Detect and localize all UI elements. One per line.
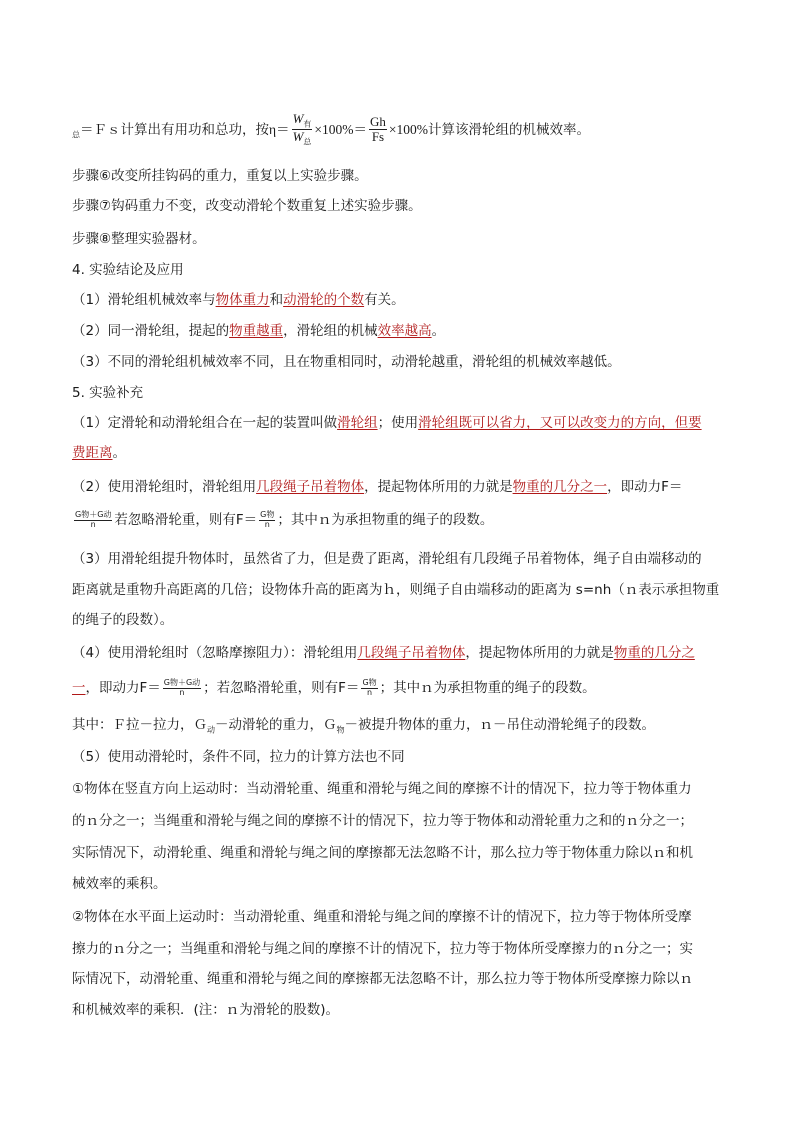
text: ；若忽略滑轮重，则有F＝ bbox=[203, 680, 360, 696]
denominator: n bbox=[264, 519, 270, 529]
text: －动滑轮的重力，Ｇ bbox=[215, 717, 337, 733]
supplement-2-line-1 bbox=[72, 477, 682, 497]
formula-intro-text: ＝Ｆｓ计算出有用功和总功，按 bbox=[80, 121, 269, 138]
useful-subscript: 有 bbox=[303, 119, 312, 129]
eta-symbol: η＝ bbox=[269, 121, 290, 137]
subscript-total: 总 bbox=[72, 130, 80, 140]
highlight-higher-efficiency: 效率越高 bbox=[377, 323, 432, 339]
text: 有关。 bbox=[364, 292, 405, 308]
highlight-costs-distance: 费距离 bbox=[72, 445, 113, 461]
force-fraction-full bbox=[163, 679, 201, 698]
text: －被提升物体的重力，ｎ－吊住动滑轮绳子的段数。 bbox=[344, 717, 655, 733]
section-5-heading: 5. 实验补充 bbox=[72, 385, 144, 401]
useful-work-symbol: W bbox=[292, 111, 304, 126]
highlight-rope-segments: 几段绳子吊着物体 bbox=[357, 645, 466, 661]
step-6: 步骤⑥改变所挂钩码的重力，重复以上实验步骤。 bbox=[72, 168, 368, 184]
text: 其中：Ｆ拉－拉力，Ｇ bbox=[72, 717, 207, 733]
numerator: G物 bbox=[260, 509, 275, 519]
text: （1）定滑轮和动滑轮组合在一起的装置叫做 bbox=[72, 415, 338, 431]
text: 。 bbox=[431, 323, 446, 339]
highlight-rope-segments: 几段绳子吊着物体 bbox=[256, 479, 365, 495]
percent-multiplier-1: ×100%＝ bbox=[314, 121, 368, 137]
text: ，提起物体所用的力就是 bbox=[465, 645, 614, 661]
text: ，即动力F＝ bbox=[85, 680, 161, 696]
percent-multiplier-2: ×100% bbox=[388, 121, 429, 137]
force-fraction-full bbox=[74, 511, 112, 530]
denominator: n bbox=[179, 687, 185, 697]
total-work-symbol: W bbox=[292, 129, 304, 145]
force-fraction-simple bbox=[259, 511, 275, 530]
denominator: n bbox=[90, 519, 96, 529]
highlight-one: 一 bbox=[72, 680, 86, 696]
conclusion-1 bbox=[72, 290, 405, 310]
supplement-4-line-1 bbox=[72, 643, 695, 663]
highlight-heavier: 物重越重 bbox=[229, 323, 284, 339]
step-7: 步骤⑦钩码重力不变，改变动滑轮个数重复上述实验步骤。 bbox=[72, 198, 422, 214]
supplement-5-heading: （5）使用动滑轮时，条件不同，拉力的计算方法也不同 bbox=[72, 749, 405, 765]
highlight-pulley-block: 滑轮组 bbox=[337, 415, 378, 431]
supplement-4-line-2 bbox=[72, 676, 596, 700]
horizontal-case-line-1: ②物体在水平面上运动时：当动滑轮重、绳重和滑轮与绳之间的摩擦不计的情况下，拉力等于物体所受摩 bbox=[72, 909, 692, 925]
vertical-case-line-3: 实际情况下，动滑轮重、绳重和滑轮与绳之间的摩擦都无法忽略不计，那么拉力等于物体重力除以ｎ和机 bbox=[72, 845, 693, 861]
efficiency-formula-line bbox=[72, 112, 590, 149]
step-8: 步骤⑧整理实验器材。 bbox=[72, 231, 206, 247]
vertical-case-line-2: 的ｎ分之一；当绳重和滑轮与绳之间的摩擦不计的情况下，拉力等于物体和动滑轮重力之和的ｎ分之一； bbox=[72, 813, 693, 829]
force-fraction-simple bbox=[361, 679, 377, 698]
supplement-3-line-2: 距离就是重物升高距离的几倍；设物体升高的距离为ｈ，则绳子自由端移动的距离为 s=nh（ｎ表示承担物重 bbox=[72, 582, 720, 598]
fs-denominator: Fs bbox=[371, 129, 385, 145]
text: ，滑轮组的机械 bbox=[283, 323, 378, 339]
highlight-pulley-property: 滑轮组既可以省力，又可以改变力的方向，但要 bbox=[418, 415, 702, 431]
supplement-3-line-3: 的绳子的段数）。 bbox=[72, 612, 174, 628]
work-ratio-fraction bbox=[292, 112, 313, 148]
total-subscript: 总 bbox=[303, 137, 312, 147]
gh-numerator: Gh bbox=[370, 114, 386, 130]
vertical-case-line-4: 械效率的乘积。 bbox=[72, 876, 167, 892]
subscript-object: 物 bbox=[336, 725, 345, 735]
text: ；使用 bbox=[377, 415, 419, 431]
subscript-moving: 动 bbox=[207, 725, 215, 735]
supplement-1-line-2 bbox=[72, 443, 126, 463]
symbol-definitions bbox=[72, 715, 655, 741]
vertical-case-line-1: ①物体在竖直方向上运动时：当动滑轮重、绳重和滑轮与绳之间的摩擦不计的情况下，拉力等于物体重力 bbox=[72, 781, 692, 797]
horizontal-case-line-4: 和机械效率的乘积．(注：ｎ为滑轮的股数)。 bbox=[72, 1002, 340, 1018]
horizontal-case-line-3: 际情况下，动滑轮重、绳重和滑轮与绳之间的摩擦都无法忽略不计，那么拉力等于物体所受摩擦力除以ｎ bbox=[72, 971, 693, 987]
supplement-3-line-1: （3）用滑轮组提升物体时，虽然省了力，但是费了距离，滑轮组有几段绳子吊着物体，绳子自由端移动的 bbox=[72, 551, 702, 567]
highlight-fraction-of-weight: 物重的几分之一 bbox=[512, 479, 608, 495]
text: ，提起物体所用的力就是 bbox=[364, 479, 513, 495]
text: （2）同一滑轮组，提起的 bbox=[72, 323, 230, 339]
text: （2）使用滑轮组时，滑轮组用 bbox=[72, 479, 257, 495]
text: 。 bbox=[112, 445, 126, 461]
highlight-pulley-count: 动滑轮的个数 bbox=[283, 292, 365, 308]
numerator: G物＋G动 bbox=[163, 677, 201, 687]
denominator: n bbox=[367, 687, 373, 697]
numerator: G物 bbox=[362, 677, 377, 687]
highlight-fraction-of-weight: 物重的几分之 bbox=[613, 645, 695, 661]
text: ；其中ｎ为承担物重的绳子的段数。 bbox=[277, 512, 494, 528]
text: （1）滑轮组机械效率与 bbox=[72, 292, 216, 308]
gh-fs-fraction bbox=[369, 115, 387, 145]
text: （4）使用滑轮组时（忽略摩擦阻力）：滑轮组用 bbox=[72, 645, 358, 661]
text: 和 bbox=[269, 292, 284, 308]
formula-outro-text: 计算该滑轮组的机械效率。 bbox=[428, 121, 591, 138]
horizontal-case-line-2: 擦力的ｎ分之一；当绳重和滑轮与绳之间的摩擦不计的情况下，拉力等于物体所受摩擦力的ｎ分之一；实 bbox=[72, 941, 693, 957]
text: ，即动力F＝ bbox=[607, 479, 683, 495]
conclusion-3: （3）不同的滑轮组机械效率不同，且在物重相同时，动滑轮越重，滑轮组的机械效率越低。 bbox=[72, 354, 621, 370]
text: ；其中ｎ为承担物重的绳子的段数。 bbox=[379, 680, 596, 696]
text: 若忽略滑轮重，则有F＝ bbox=[114, 512, 258, 528]
highlight-object-weight: 物体重力 bbox=[215, 292, 270, 308]
supplement-2-line-2 bbox=[72, 508, 493, 532]
numerator: G物＋G动 bbox=[75, 509, 112, 519]
supplement-1-line-1 bbox=[72, 413, 702, 433]
section-4-heading: 4. 实验结论及应用 bbox=[72, 262, 184, 278]
conclusion-2 bbox=[72, 321, 445, 341]
